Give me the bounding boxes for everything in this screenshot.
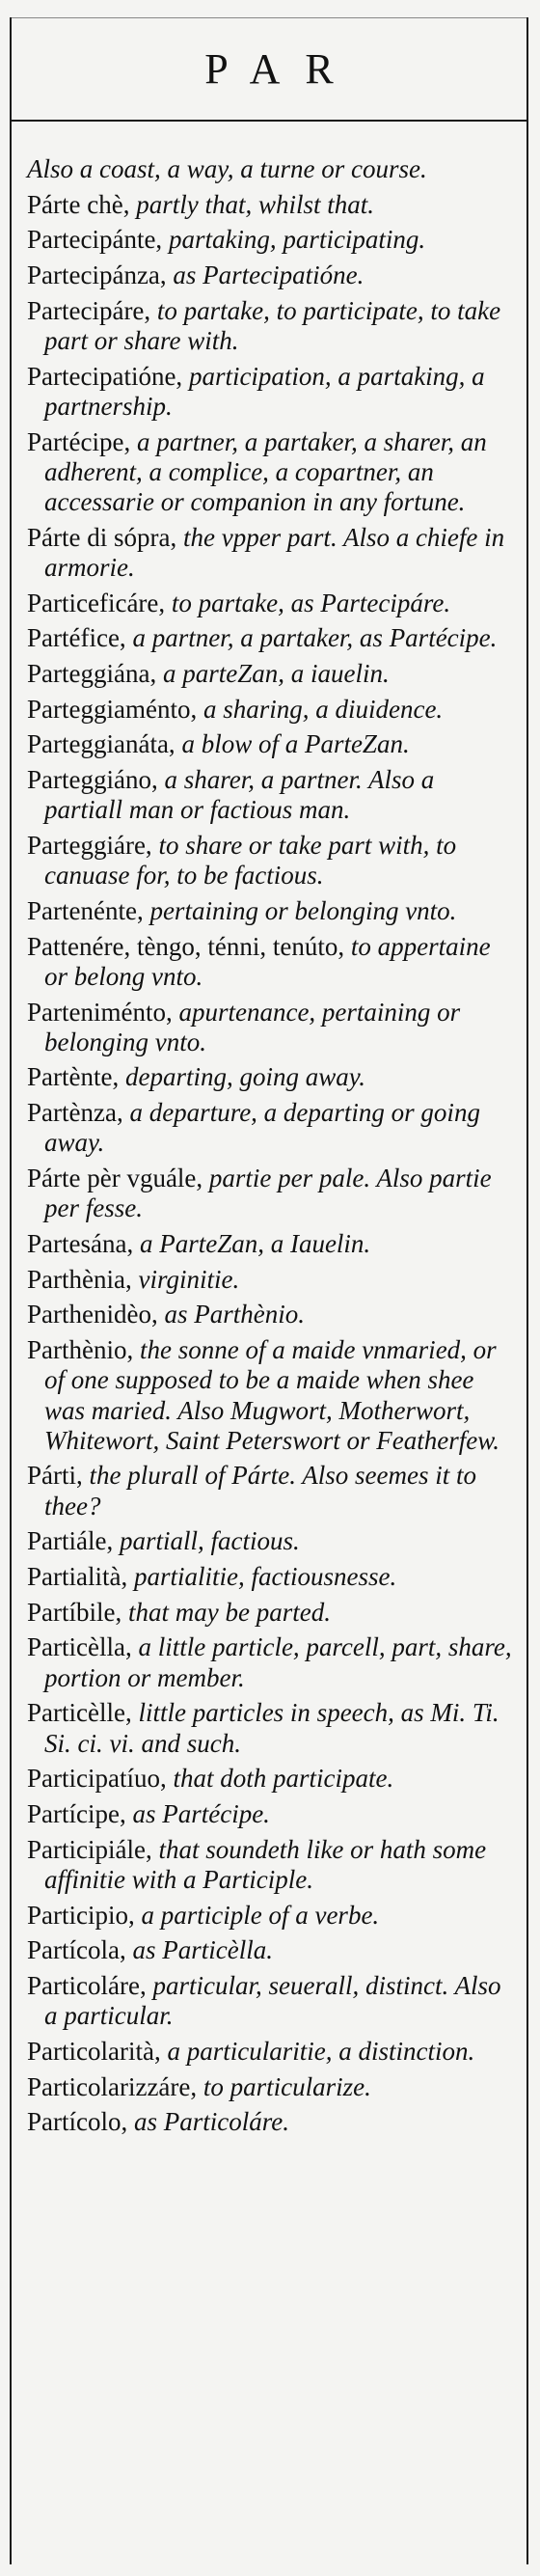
- entry-headword: Párte di sópra,: [27, 522, 177, 552]
- entry-headword: Partícola,: [27, 1935, 126, 1965]
- dictionary-entry: [27, 1526, 515, 1556]
- entry-headword: Partícipe,: [27, 1798, 126, 1828]
- dictionary-entry: [27, 1632, 515, 1692]
- entry-definition: as Parthènio.: [157, 1300, 305, 1329]
- entry-definition: as Particèlla.: [125, 1935, 273, 1965]
- entry-definition: a partner, a partaker, a sharer, an adherent, a complice, a copartner, an accessarie or companion in any fortune.: [44, 426, 487, 517]
- entry-definition: that soundeth like or hath some affinitie with a Participle.: [44, 1834, 487, 1894]
- dictionary-entry: [27, 427, 515, 518]
- entry-definition: to appertaine or belong vnto.: [44, 931, 491, 991]
- entry-headword: Participatíuo,: [27, 1764, 167, 1794]
- dictionary-entry: [27, 260, 515, 290]
- entry-definition: partie per pale. Also partie per fesse.: [44, 1164, 492, 1223]
- dictionary-entry: [27, 1265, 515, 1295]
- entry-headword: Partialità,: [27, 1562, 128, 1592]
- entry-definition: particular, seuerall, distinct. Also a particular.: [44, 1970, 501, 2031]
- entry-headword: Párti,: [27, 1461, 83, 1491]
- entry-headword: Parthènia,: [27, 1264, 132, 1294]
- entry-definition: partaking, participating.: [162, 225, 426, 255]
- entry-definition: little particles in speech, as Mi. Ti. Si. ci. vi. and such.: [44, 1698, 500, 1758]
- dictionary-entry: [27, 1300, 515, 1329]
- entry-headword: Particèlle,: [27, 1698, 132, 1728]
- entry-headword: Partecipatióne,: [27, 361, 183, 391]
- entry-headword: Partícolo,: [27, 2107, 128, 2137]
- entry-list: [12, 122, 526, 2137]
- entry-definition: Also a coast, a way, a turne or course.: [27, 154, 427, 183]
- entry-headword: Partenénte,: [27, 895, 144, 925]
- entry-definition: as Particoláre.: [127, 2107, 289, 2137]
- dictionary-entry: [27, 1164, 515, 1223]
- entry-headword: Partènza,: [27, 1098, 123, 1128]
- entry-definition: that may be parted.: [122, 1597, 331, 1627]
- entry-definition: that doth participate.: [166, 1764, 394, 1794]
- entry-headword: Parteggiána,: [27, 659, 157, 689]
- entry-definition: partialitie, factiousnesse.: [127, 1562, 397, 1592]
- dictionary-entry: [27, 523, 515, 583]
- dictionary-entry: [27, 831, 515, 891]
- entry-headword: Parthènio,: [27, 1335, 134, 1365]
- entry-definition: a little particle, parcell, part, share, portion or member.: [44, 1632, 512, 1692]
- entry-definition: participation, a partaking, a partnership.: [44, 361, 485, 421]
- entry-headword: Particèlla,: [27, 1632, 132, 1662]
- dictionary-entry: [27, 1935, 515, 1965]
- dictionary-entry: [27, 1229, 515, 1259]
- dictionary-entry: [27, 225, 515, 255]
- entry-headword: Partènte,: [27, 1062, 120, 1092]
- entry-definition: apurtenance, pertaining or belonging vnto.: [44, 997, 461, 1056]
- entry-headword: Partécipe,: [27, 426, 131, 456]
- entry-definition: a blow of a ParteZan.: [175, 729, 410, 759]
- entry-headword: Párte pèr vguále,: [27, 1164, 203, 1193]
- dictionary-page: [10, 17, 528, 2564]
- entry-definition: departing, going away.: [119, 1062, 365, 1092]
- dictionary-entry: [27, 1062, 515, 1092]
- entry-headword: Parthenidèo,: [27, 1300, 158, 1329]
- entry-definition: the sonne of a maide vnmaried, or of one supposed to be a maide when shee was maried. Also Mugwort, Motherwort, Whitewort, Saint Peterswort or Featherfew.: [44, 1335, 500, 1455]
- dictionary-entry: [27, 998, 515, 1057]
- entry-headword: Pattenére, tèngo, ténni, tenúto,: [27, 931, 345, 961]
- entry-headword: Particolarizzáre,: [27, 2071, 198, 2101]
- dictionary-entry: [27, 1698, 515, 1758]
- dictionary-entry: [27, 1461, 515, 1521]
- dictionary-entry: [27, 154, 515, 184]
- entry-definition: the plurall of Párte. Also seemes it to thee?: [44, 1461, 476, 1521]
- dictionary-entry: [27, 1764, 515, 1794]
- entry-headword: Parteggianáta,: [27, 729, 176, 759]
- entry-headword: Particeficáre,: [27, 588, 166, 617]
- entry-headword: Partiále,: [27, 1526, 114, 1556]
- dictionary-entry: [27, 362, 515, 422]
- dictionary-entry: [27, 765, 515, 825]
- entry-definition: to share or take part with, to canuase for, to be factious.: [44, 831, 457, 891]
- entry-headword: Particoláre,: [27, 1970, 147, 2000]
- dictionary-entry: [27, 2107, 515, 2137]
- entry-headword: Partesána,: [27, 1229, 134, 1258]
- entry-definition: virginitie.: [131, 1264, 240, 1294]
- entry-definition: a participle of a verbe.: [134, 1900, 380, 1930]
- entry-definition: partiall, factious.: [113, 1526, 300, 1556]
- entry-definition: a sharer, a partner. Also a partiall man or factious man.: [44, 765, 435, 825]
- dictionary-entry: [27, 589, 515, 618]
- dictionary-entry: [27, 896, 515, 926]
- dictionary-entry: [27, 659, 515, 689]
- entry-definition: a sharing, a diuidence.: [197, 694, 444, 724]
- entry-definition: a ParteZan, a Iauelin.: [133, 1229, 371, 1258]
- entry-definition: the vpper part. Also a chiefe in armorie.: [44, 522, 505, 582]
- entry-headword: Partecipánte,: [27, 225, 163, 255]
- entry-definition: pertaining or belonging vnto.: [143, 895, 457, 925]
- dictionary-entry: [27, 1598, 515, 1628]
- entry-definition: as Partécipe.: [125, 1798, 270, 1828]
- dictionary-entry: [27, 1799, 515, 1829]
- entry-headword: Partéfice,: [27, 623, 126, 653]
- running-head: PAR: [204, 44, 359, 93]
- dictionary-entry: [27, 296, 515, 356]
- entry-headword: Parteggiáno,: [27, 765, 158, 795]
- dictionary-entry: [27, 190, 515, 220]
- dictionary-entry: [27, 729, 515, 759]
- dictionary-entry: [27, 623, 515, 653]
- entry-headword: Parteniménto,: [27, 997, 173, 1027]
- dictionary-entry: [27, 1901, 515, 1931]
- entry-definition: to particularize.: [197, 2071, 371, 2101]
- entry-headword: Participiále,: [27, 1834, 152, 1864]
- entry-headword: Partecipánza,: [27, 260, 167, 290]
- dictionary-entry: [27, 2037, 515, 2067]
- entry-definition: a particularitie, a distinction.: [160, 2036, 475, 2066]
- dictionary-entry: [27, 1971, 515, 2031]
- entry-definition: a departure, a departing or going away.: [44, 1098, 480, 1158]
- dictionary-entry: [27, 1098, 515, 1158]
- entry-headword: Participio,: [27, 1900, 135, 1930]
- entry-headword: Parteggiaménto,: [27, 694, 198, 724]
- dictionary-entry: [27, 1562, 515, 1592]
- entry-headword: Párte chè,: [27, 189, 130, 219]
- page-header: [12, 17, 526, 122]
- entry-headword: Partíbile,: [27, 1597, 122, 1627]
- dictionary-entry: [27, 1335, 515, 1456]
- entry-definition: partly that, whilst that.: [129, 189, 374, 219]
- dictionary-entry: [27, 1835, 515, 1895]
- entry-definition: a partner, a partaker, as Partécipe.: [125, 623, 498, 653]
- entry-definition: as Partecipatióne.: [166, 260, 364, 290]
- entry-definition: a parteZan, a iauelin.: [156, 659, 390, 689]
- entry-headword: Partecipáre,: [27, 295, 151, 325]
- entry-definition: to partake, as Partecipáre.: [165, 588, 451, 617]
- dictionary-entry: [27, 2072, 515, 2102]
- dictionary-entry: [27, 695, 515, 725]
- dictionary-entry: [27, 932, 515, 992]
- entry-definition: to partake, to participate, to take part or share with.: [44, 295, 501, 356]
- entry-headword: Particolarità,: [27, 2036, 161, 2066]
- top-rule: [12, 17, 526, 18]
- entry-headword: Parteggiáre,: [27, 831, 152, 861]
